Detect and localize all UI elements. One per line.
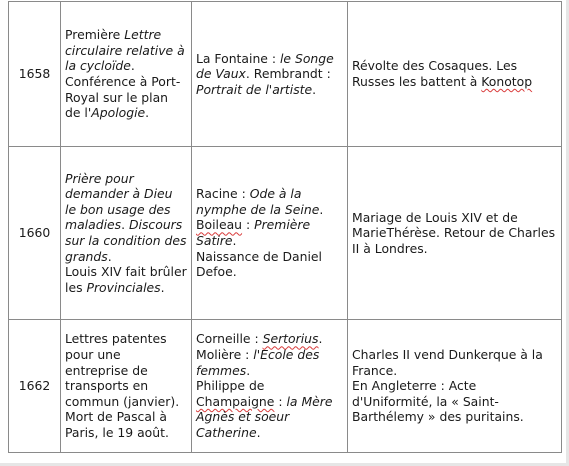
year-cell: 1660 <box>9 147 61 320</box>
history-cell: Mariage de Louis XIV et de MarieThérèse. Retour de Charles II à Londres. <box>348 147 562 320</box>
table-row <box>9 2 562 147</box>
history-cell: Charles II vend Dunkerque à la France. En Angleterre : Acte d'Uniformité, la « Saint-Barthélemy » des puritains. <box>348 320 562 453</box>
literature-cell: Corneille : Sertorius. Molière : l'Ecole des femmes. Philippe de Champaigne : la Mère Agnès et soeur Catherine. <box>192 320 348 453</box>
year-cell: 1662 <box>9 320 61 453</box>
pascal-cell: Première Lettre circulaire relative à la cycloïde. Conférence à Port-Royal sur le plan de l'Apologie. <box>61 2 192 147</box>
literature-cell: La Fontaine : le Songe de Vaux. Rembrandt : Portrait de l'artiste. <box>192 2 348 147</box>
table-row <box>9 320 562 453</box>
table-row <box>9 147 562 320</box>
history-cell: Révolte des Cosaques. Les Russes les battent à Konotop <box>348 2 562 147</box>
pascal-cell: Prière pour demander à Dieu le bon usage des maladies. Discours sur la condition des grands. Louis XIV fait brûler les Provinciales. <box>61 147 192 320</box>
literature-cell: Racine : Ode à la nymphe de la Seine. Boileau : Première Satire. Naissance de Daniel Defoe. <box>192 147 348 320</box>
chronology-table <box>8 1 562 453</box>
year-cell: 1658 <box>9 2 61 147</box>
pascal-cell: Lettres patentes pour une entreprise de transports en commun (janvier). Mort de Pascal à Paris, le 19 août. <box>61 320 192 453</box>
